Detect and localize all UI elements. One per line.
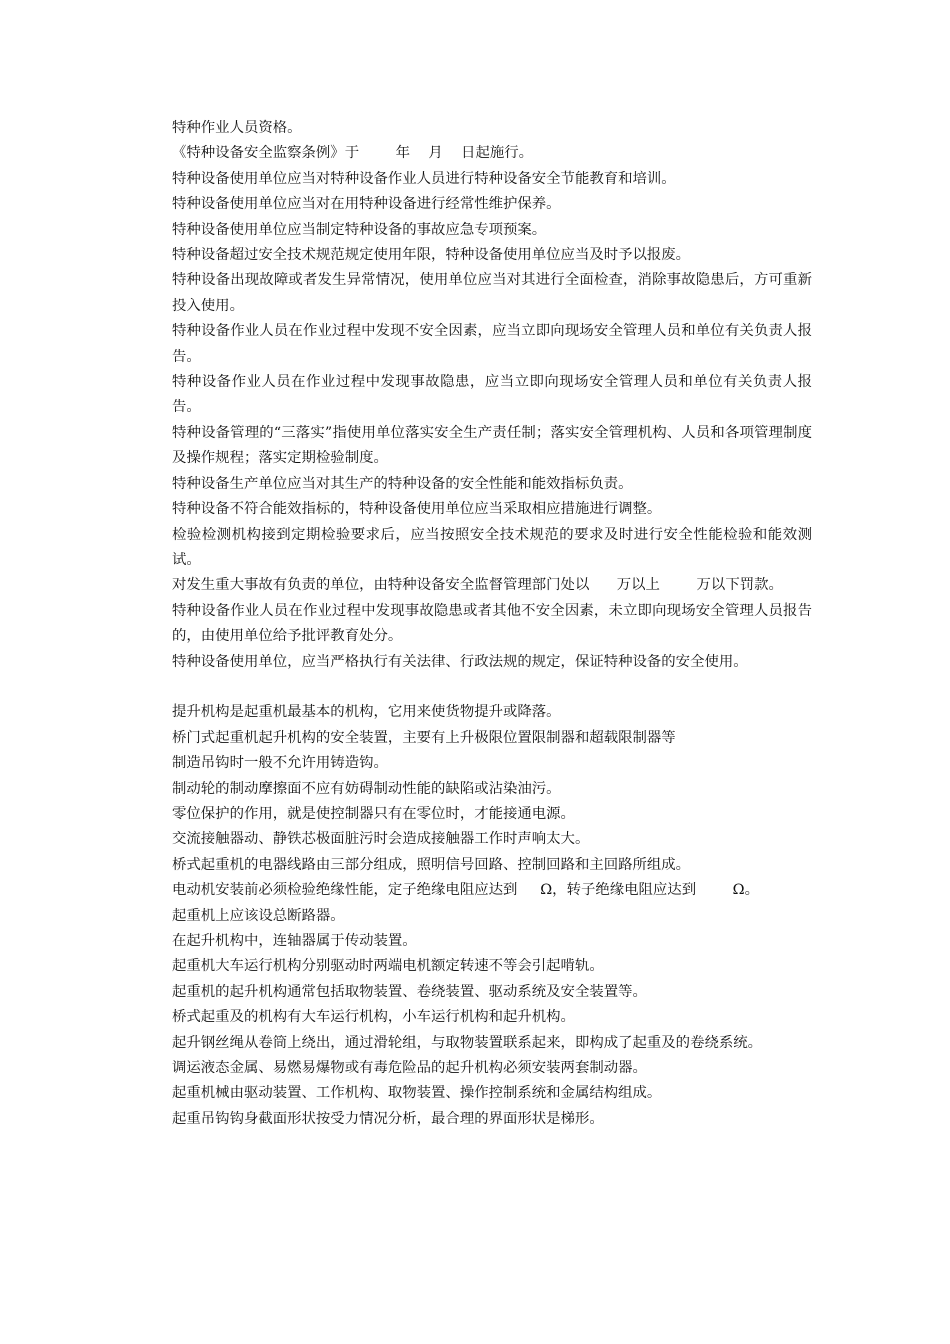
paragraph: 特种设备出现故障或者发生异常情况，使用单位应当对其进行全面检查，消除事故隐患后，方可重新投入使用。	[172, 272, 812, 314]
section-gap	[172, 675, 812, 700]
paragraph: 特种设备使用单位应当制定特种设备的事故应急专项预案。	[172, 221, 547, 238]
paragraph: 特种设备作业人员在作业过程中发现不安全因素，应当立即向现场安全管理人员和单位有关负责人报告。	[172, 323, 812, 365]
paragraph: 对发生重大事故有负责的单位，由特种设备安全监督管理部门处以 万以上 万以下罚款。	[172, 577, 783, 594]
section-special-equipment	[172, 116, 812, 675]
section-crane	[172, 700, 812, 1132]
paragraph: 检验检测机构接到定期检验要求后，应当按照安全技术规范的要求及时进行安全性能检验和能效测试。	[172, 526, 812, 568]
paragraph: 零位保护的作用，就是使控制器只有在零位时，才能接通电源。	[172, 805, 575, 822]
paragraph: 起重吊钩钩身截面形状按受力情况分析，最合理的界面形状是梯形。	[172, 1110, 604, 1127]
paragraph: 特种设备作业人员在作业过程中发现事故隐患，应当立即向现场安全管理人员和单位有关负责人报告。	[172, 374, 812, 416]
paragraph: 制造吊钩时一般不允许用铸造钩。	[172, 755, 388, 772]
paragraph: 起重机大车运行机构分别驱动时两端电机额定转速不等会引起啃轨。	[172, 958, 604, 975]
paragraph: 特种设备使用单位应当对特种设备作业人员进行特种设备安全节能教育和培训。	[172, 170, 676, 187]
paragraph: 提升机构是起重机最基本的机构，它用来使货物提升或降落。	[172, 704, 561, 721]
paragraph: 桥式起重及的机构有大车运行机构，小车运行机构和起升机构。	[172, 1009, 575, 1026]
paragraph: 桥门式起重机起升机构的安全装置，主要有上升极限位置限制器和超载限制器等	[172, 729, 676, 746]
paragraph: 在起升机构中，连轴器属于传动装置。	[172, 932, 417, 949]
paragraph: 特种设备生产单位应当对其生产的特种设备的安全性能和能效指标负责。	[172, 475, 633, 492]
paragraph: 特种设备使用单位应当对在用特种设备进行经常性维护保养。	[172, 196, 561, 213]
paragraph: 起重机上应该设总断路器。	[172, 907, 345, 924]
paragraph: 特种作业人员资格。	[172, 120, 302, 136]
paragraph: 起重机的起升机构通常包括取物装置、卷绕装置、驱动系统及安全装置等。	[172, 983, 647, 1000]
paragraph: 起升钢丝绳从卷筒上绕出，通过滑轮组，与取物装置联系起来，即构成了起重及的卷绕系统。	[172, 1034, 763, 1051]
paragraph: 制动轮的制动摩擦面不应有妨碍制动性能的缺陷或沾染油污。	[172, 780, 561, 797]
paragraph: 特种设备作业人员在作业过程中发现事故隐患或者其他不安全因素，未立即向现场安全管理人员报告的，由使用单位给予批评教育处分。	[172, 602, 812, 645]
paragraph: 桥式起重机的电器线路由三部分组成，照明信号回路、控制回路和主回路所组成。	[172, 856, 691, 873]
paragraph: 特种设备使用单位，应当严格执行有关法律、行政法规的规定，保证特种设备的安全使用。	[172, 653, 748, 670]
paragraph: 《特种设备安全监察条例》于 年 月 日起施行。	[172, 145, 534, 162]
paragraph: 特种设备不符合能效指标的，特种设备使用单位应当采取相应措施进行调整。	[172, 501, 662, 518]
document-body	[172, 116, 812, 1132]
paragraph: 调运液态金属、易燃易爆物或有毒危险品的起升机构必须安装两套制动器。	[172, 1060, 647, 1077]
paragraph: 起重机械由驱动装置、工作机构、取物装置、操作控制系统和金属结构组成。	[172, 1085, 662, 1102]
paragraph: 交流接触器动、静铁芯极面脏污时会造成接触器工作时声响太大。	[172, 831, 590, 848]
paragraph: 特种设备超过安全技术规范规定使用年限，特种设备使用单位应当及时予以报废。	[172, 247, 691, 264]
paragraph: 电动机安装前必须检验绝缘性能，定子绝缘电阻应达到 Ω，转子绝缘电阻应达到 Ω。	[172, 882, 760, 899]
paragraph: 特种设备管理的“三落实”指使用单位落实安全生产责任制；落实安全管理机构、人员和各项管理制度及操作规程；落实定期检验制度。	[172, 424, 812, 467]
